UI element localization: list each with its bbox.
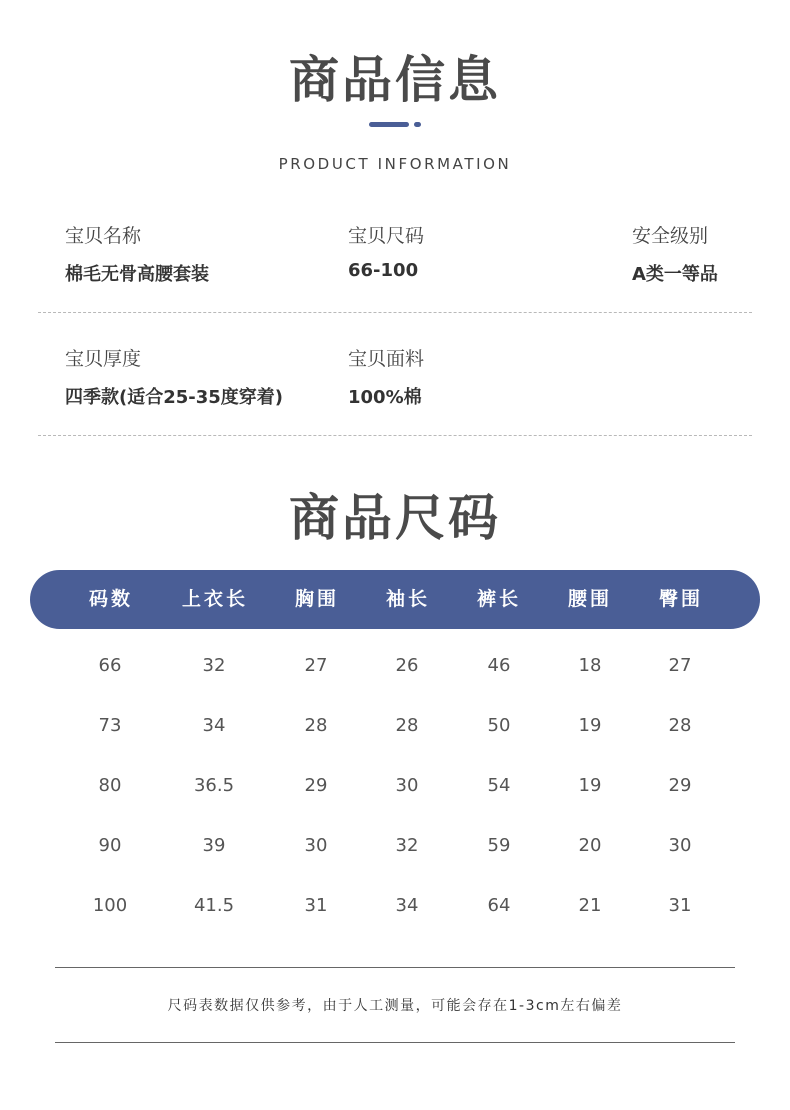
- table-cell: 27: [304, 655, 328, 676]
- table-cell: 18: [578, 655, 602, 676]
- table-cell: 31: [304, 895, 328, 916]
- table-cell: 29: [304, 775, 328, 796]
- title-underline-bar: [369, 122, 409, 127]
- product-info-title: 商品信息: [289, 51, 501, 109]
- title-underline-dot: [414, 122, 421, 127]
- info-value-size: 66-100: [348, 260, 419, 281]
- info-label-thickness: 宝贝厚度: [65, 348, 142, 370]
- table-cell: 28: [304, 715, 328, 736]
- th-pants-length: 裤长: [476, 588, 521, 610]
- note-rule-bottom: [55, 1042, 735, 1043]
- info-label-size: 宝贝尺码: [348, 225, 425, 247]
- table-cell: 90: [98, 835, 122, 856]
- table-cell: 73: [98, 715, 122, 736]
- table-cell: 41.5: [193, 895, 235, 916]
- info-value-safety: A类一等品: [632, 264, 718, 285]
- th-size: 码数: [88, 588, 133, 610]
- divider-dashed: [38, 312, 752, 313]
- table-cell: 34: [395, 895, 419, 916]
- table-cell: 30: [304, 835, 328, 856]
- table-cell: 80: [98, 775, 122, 796]
- info-label-safety: 安全级别: [632, 225, 709, 247]
- info-value-fabric: 100%棉: [348, 387, 422, 408]
- table-cell: 64: [487, 895, 511, 916]
- info-value-name: 棉毛无骨高腰套装: [65, 264, 209, 285]
- table-cell: 30: [395, 775, 419, 796]
- table-cell: 19: [578, 715, 602, 736]
- table-cell: 19: [578, 775, 602, 796]
- th-chest: 胸围: [294, 588, 339, 610]
- th-waist: 腰围: [567, 588, 612, 610]
- table-cell: 46: [487, 655, 511, 676]
- product-info-subtitle: PRODUCT INFORMATION: [278, 155, 512, 173]
- info-value-thickness: 四季款(适合25-35度穿着): [65, 387, 284, 408]
- table-cell: 100: [92, 895, 128, 916]
- table-cell: 54: [487, 775, 511, 796]
- info-label-fabric: 宝贝面料: [348, 348, 425, 370]
- table-cell: 28: [668, 715, 692, 736]
- table-cell: 39: [202, 835, 226, 856]
- th-top-length: 上衣长: [181, 588, 248, 610]
- table-cell: 34: [202, 715, 226, 736]
- table-cell: 27: [668, 655, 692, 676]
- table-cell: 26: [395, 655, 419, 676]
- table-cell: 59: [487, 835, 511, 856]
- table-cell: 29: [668, 775, 692, 796]
- size-chart-title: 商品尺码: [289, 489, 501, 547]
- table-cell: 28: [395, 715, 419, 736]
- table-cell: 36.5: [193, 775, 235, 796]
- table-cell: 20: [578, 835, 602, 856]
- table-cell: 32: [395, 835, 419, 856]
- table-cell: 21: [578, 895, 602, 916]
- note-rule-top: [55, 967, 735, 968]
- table-cell: 66: [98, 655, 122, 676]
- measurement-note: 尺码表数据仅供参考，由于人工测量，可能会存在1-3cm左右偏差: [167, 998, 623, 1014]
- divider-dashed: [38, 435, 752, 436]
- info-label-name: 宝贝名称: [65, 225, 142, 247]
- table-cell: 50: [487, 715, 511, 736]
- th-hip: 臀围: [658, 588, 703, 610]
- table-cell: 32: [202, 655, 226, 676]
- th-sleeve: 袖长: [385, 588, 430, 610]
- table-cell: 31: [668, 895, 692, 916]
- table-cell: 30: [668, 835, 692, 856]
